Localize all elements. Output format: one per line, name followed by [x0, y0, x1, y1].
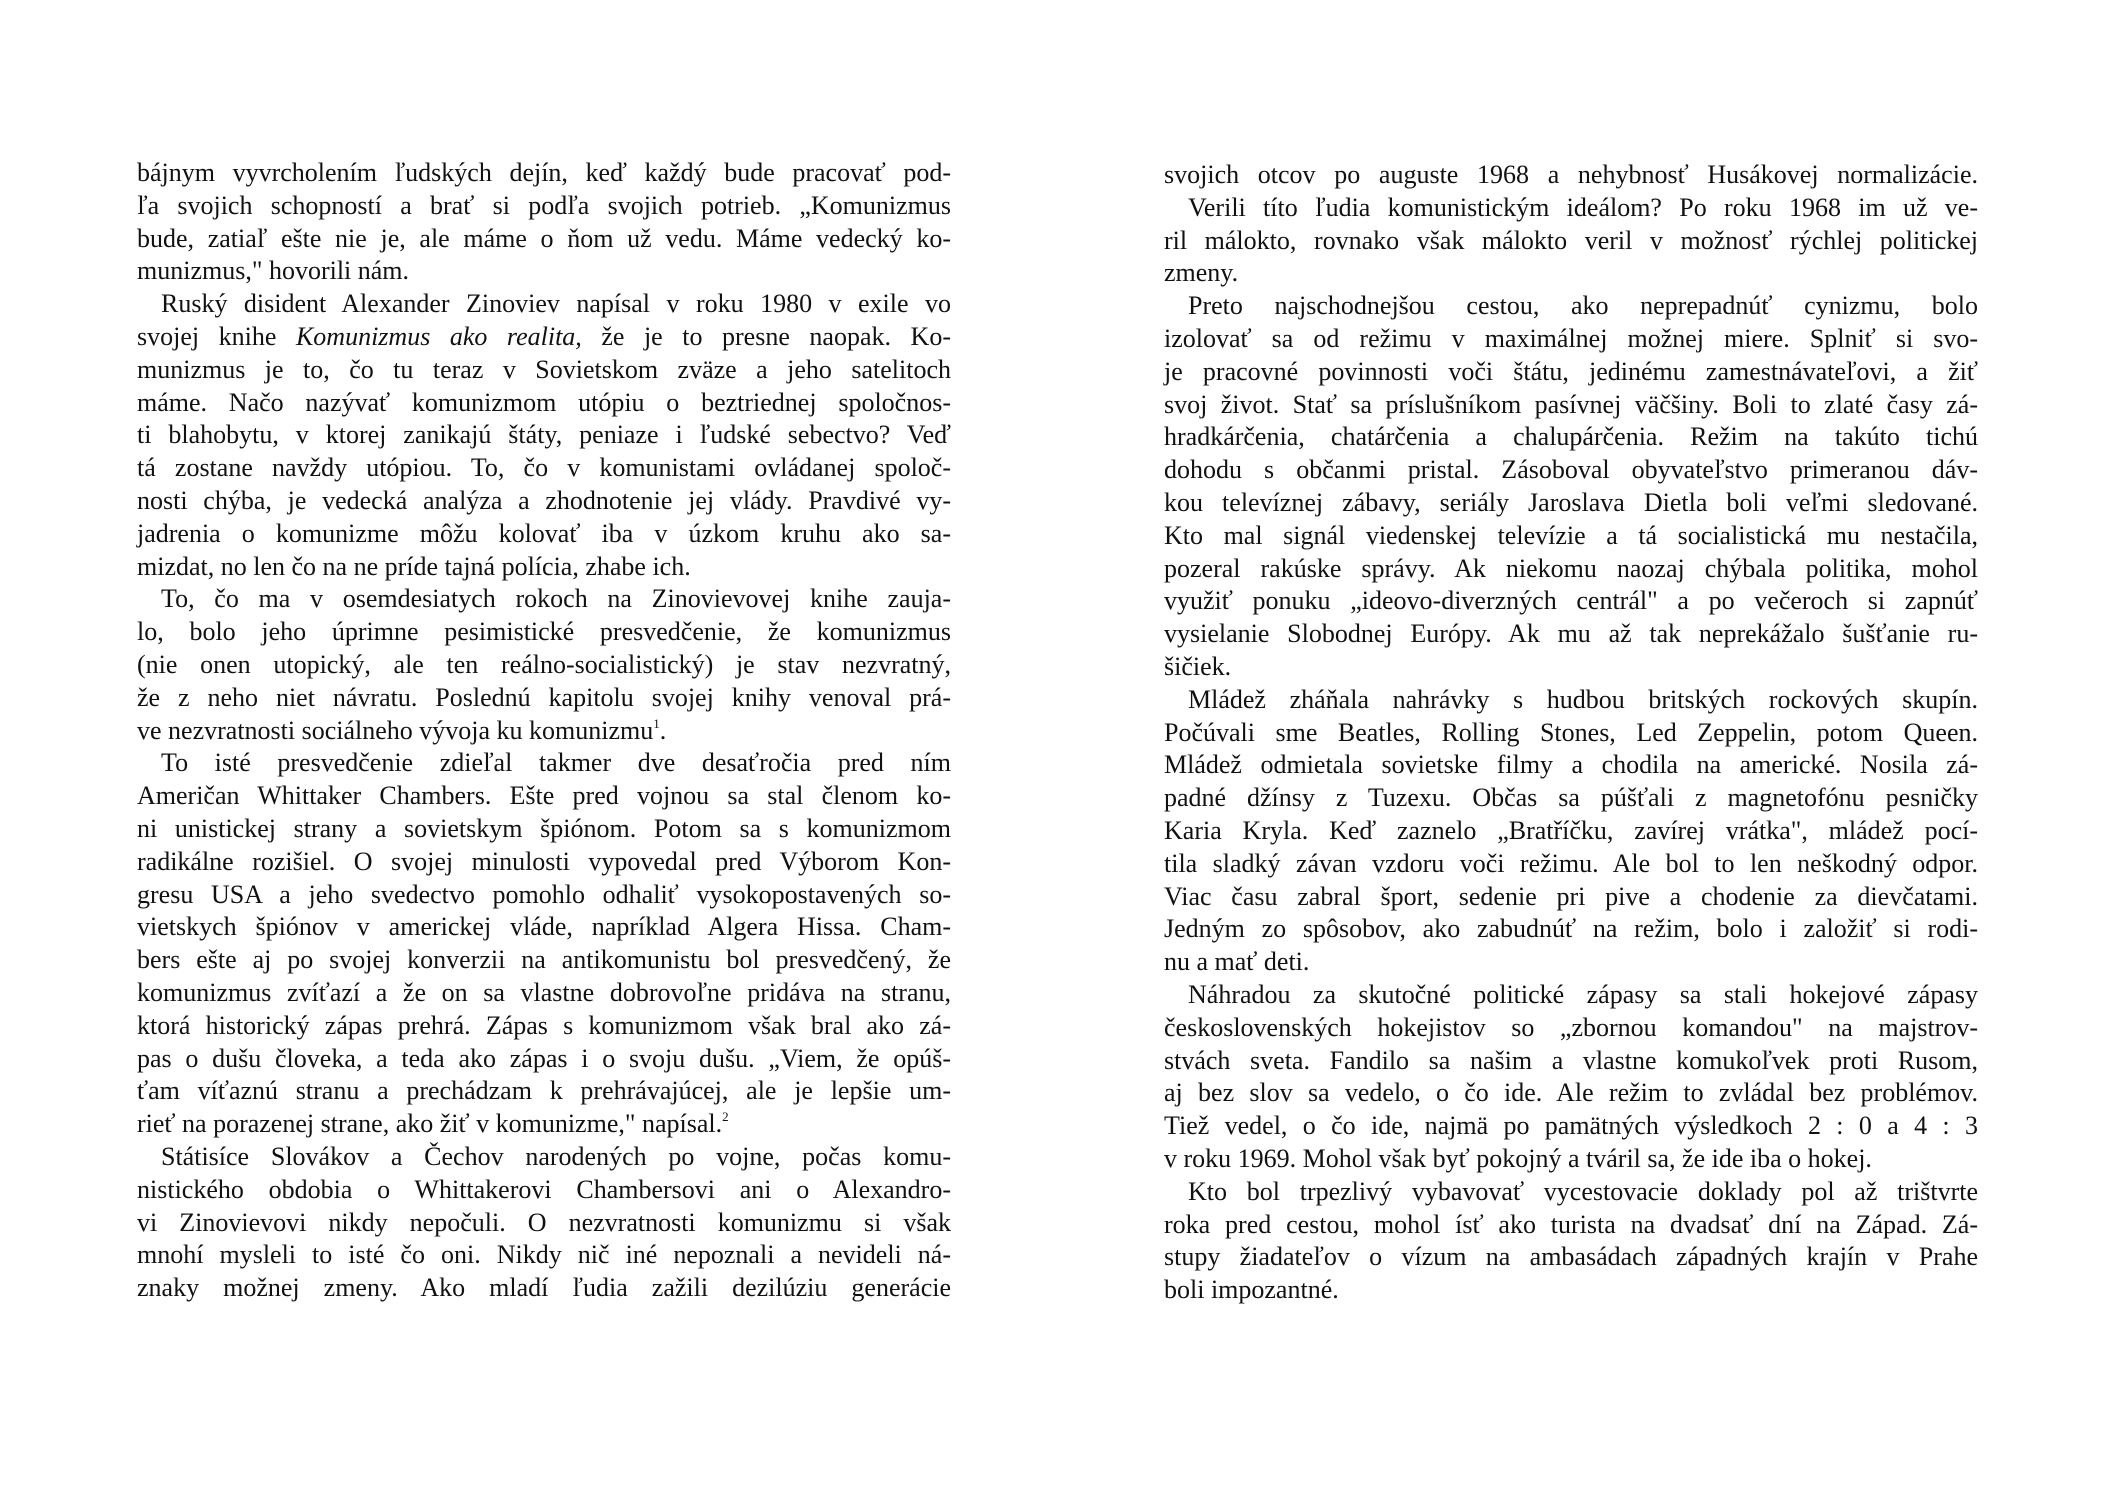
text-line: [1164, 585, 1978, 618]
line-content: že z neho niet návratu. Poslednú kapitolu svojej knihy venoval prá-: [137, 682, 951, 712]
text-line: [1164, 881, 1978, 914]
line-content: vi Zinovievovi nikdy nepočuli. O nezvratnosti komunizmu si však: [137, 1207, 951, 1237]
text-line: [1164, 487, 1978, 520]
text-line: [137, 813, 951, 846]
text-line: [1164, 815, 1978, 848]
text-line: [137, 911, 951, 944]
footnote-marker[interactable]: 1: [653, 715, 660, 731]
line-content: bájnym vyvrcholením ľudských dejín, keď každý bude pracovať pod-: [137, 158, 951, 187]
text-line: [137, 452, 951, 485]
line-content: gresu USA a jeho svedectvo pomohlo odhaliť vysokopostavených so-: [137, 879, 951, 909]
line-content: padné džínsy z Tuzexu. Občas sa púšťali z magnetofónu pesničky: [1164, 783, 1978, 813]
text-line: [1164, 1274, 1978, 1307]
text-segment: ve nezvratnosti sociálneho vývoja ku komunizmu: [137, 715, 654, 745]
line-content: nu a mať deti.: [1164, 947, 1310, 977]
text-line: [1164, 389, 1978, 422]
text-line: [1164, 717, 1978, 750]
text-line: [1164, 520, 1978, 553]
line-content: ti blahobytu, v ktorej zanikajú štáty, peniaze i ľudské sebectvo? Veď: [137, 420, 951, 450]
line-content: radikálne rozišiel. O svojej minulosti vypovedal pred Výborom Kon-: [137, 846, 951, 876]
line-content: stvách sveta. Fandilo sa našim a vlastne komukoľvek proti Rusom,: [1164, 1045, 1978, 1075]
line-content: ľa svojich schopností a brať si podľa svojich potrieb. „Komunizmus: [137, 190, 951, 220]
line-content: Verili títo ľudia komunistickým ideálom? Po roku 1968 im už ve-: [1188, 192, 1978, 222]
text-line: [137, 354, 951, 387]
line-content: stupy žiadateľov o vízum na ambasádach západných krajín v Prahe: [1164, 1242, 1978, 1272]
paragraph-first-line: [1164, 192, 1978, 225]
text-line: [137, 780, 951, 813]
text-segment: že je to presne naopak. Ko-: [581, 321, 951, 351]
paragraph-first-line: [137, 1141, 951, 1174]
line-content: boli impozantné.: [1164, 1275, 1339, 1305]
line-content: Kto mal signál viedenskej televízie a tá socialistická mu nestačila,: [1164, 520, 1978, 550]
line-content: tá zostane navždy utópiou. To, čo v komunistami ovládanej spoloč-: [137, 453, 951, 483]
line-content: munizmus," hovorili nám.: [137, 256, 410, 286]
right-page-text: [1164, 159, 1978, 1307]
line-content: To, čo ma v osemdesiatych rokoch na Zinovievovej knihe zauja-: [161, 584, 951, 614]
line-content: ťam víťaznú stranu a prechádzam k prehrávajúcej, ale je lepšie um-: [137, 1076, 951, 1106]
line-content: bers ešte aj po svojej konverzii na antikomunistu bol presvedčený, že: [137, 945, 951, 975]
line-content: Mládež odmietala sovietske filmy a chodila na americké. Nosila zá-: [1164, 750, 1978, 780]
text-line: [1164, 356, 1978, 389]
text-line: [1164, 651, 1978, 684]
line-content: je pracovné povinnosti voči štátu, jedinému zamestnávateľovi, a žiť: [1164, 356, 1978, 386]
line-content: mizdat, no len čo na ne príde tajná polícia, zhabe ich.: [137, 551, 691, 581]
line-content: munizmus je to, čo tu teraz v Sovietskom zväze a jeho satelitoch: [137, 354, 951, 384]
line-content: Jedným zo spôsobov, ako zabudnúť na režim, bolo i založiť si rodi-: [1164, 914, 1978, 944]
text-line: [1164, 848, 1978, 881]
text-segment: rieť na porazenej strane, ako žiť v komunizme," napísal.: [137, 1109, 723, 1139]
line-content: Mládež zháňala nahrávky s hudbou britských rockových skupín.: [1188, 684, 1978, 714]
text-line: [137, 518, 951, 551]
paragraph-first-line: [1164, 1176, 1978, 1209]
line-content: lo, bolo jeho úprimne pesimistické presvedčenie, že komunizmus: [137, 617, 951, 647]
line-content: pas o dušu človeka, a teda ako zápas i o svoju dušu. „Viem, že opúš-: [137, 1043, 951, 1073]
text-line: [137, 190, 951, 223]
text-line: [1164, 913, 1978, 946]
left-page-text: [137, 157, 951, 1305]
line-content: ni unistickej strany a sovietskym špiónom. Potom sa s komunizmom: [137, 813, 951, 843]
line-content: Ruský disident Alexander Zinoviev napísal v roku 1980 v exile vo: [161, 289, 951, 319]
text-line: [1164, 749, 1978, 782]
text-line: [137, 1174, 951, 1207]
text-line: [1164, 257, 1978, 290]
line-content: Viac času zabral šport, sedenie pri pive a chodenie za dievčatami.: [1164, 881, 1978, 911]
line-content: ktorá historický zápas prehrá. Zápas s komunizmom však bral ako zá-: [137, 1010, 951, 1040]
text-line: [1164, 1077, 1978, 1110]
text-line: [137, 1108, 951, 1141]
text-line: [137, 1272, 951, 1305]
line-content: máme. Načo nazývať komunizmom utópiu o beztriednej spoločnos-: [137, 387, 951, 417]
line-content: pozeral rakúske správy. Ak niekomu naozaj chýbala politika, mohol: [1164, 553, 1978, 583]
line-content: Američan Whittaker Chambers. Ešte pred vojnou sa stal členom ko-: [137, 781, 951, 811]
text-line: [137, 387, 951, 420]
line-content: To isté presvedčenie zdieľal takmer dve desaťročia pred ním: [161, 748, 951, 778]
text-line: [137, 1075, 951, 1108]
line-content: Kto bol trpezlivý vybavovať vycestovacie doklady pol až trištvrte: [1188, 1176, 1978, 1206]
line-content: Karia Kryla. Keď zaznelo „Bratříčku, zavírej vrátka", mládež pocí-: [1164, 815, 1978, 845]
text-line: [137, 1239, 951, 1272]
line-content: Počúvali sme Beatles, Rolling Stones, Led Zeppelin, potom Queen.: [1164, 717, 1978, 747]
line-content: vietskych špiónov v americkej vláde, napríklad Algera Hissa. Cham-: [137, 912, 951, 942]
text-line: [137, 157, 951, 190]
line-content: šičiek.: [1164, 651, 1232, 681]
line-content: roka pred cestou, mohol ísť ako turista na dvadsať dní na Západ. Zá-: [1164, 1209, 1978, 1239]
paragraph-first-line: [137, 747, 951, 780]
text-line: [1164, 1012, 1978, 1045]
paragraph-first-line: [1164, 979, 1978, 1012]
text-line: [137, 649, 951, 682]
text-line: [137, 255, 951, 288]
line-content: svojich otcov po auguste 1968 a nehybnosť Husákovej normalizácie.: [1164, 160, 1978, 189]
text-segment: svojej knihe: [137, 321, 296, 351]
text-line: [1164, 454, 1978, 487]
line-content: [137, 321, 951, 354]
text-line: [137, 977, 951, 1010]
line-content: bude, zatiaľ ešte nie je, ale máme o ňom už vedu. Máme vedecký ko-: [137, 223, 951, 253]
line-content: izolovať sa od režimu v maximálnej možnej miere. Splniť si svo-: [1164, 323, 1978, 353]
line-content: československých hokejistov so „zbornou komandou" na majstrov-: [1164, 1012, 1978, 1042]
text-line: [137, 944, 951, 977]
text-line: [1164, 782, 1978, 815]
line-content: dohodu s občanmi pristal. Zásoboval obyvateľstvo primeranou dáv-: [1164, 455, 1978, 485]
italic-book-title: Komunizmus ako realita,: [295, 321, 582, 351]
line-content: v roku 1969. Mohol však byť pokojný a tváril sa, že ide iba o hokej.: [1164, 1143, 1872, 1173]
footnote-marker[interactable]: 2: [722, 1109, 729, 1125]
line-content: ril málokto, rovnako však málokto veril v možnosť rýchlej politickej: [1164, 225, 1978, 255]
line-content: znaky možnej zmeny. Ako mladí ľudia zažili dezilúziu generácie: [137, 1273, 951, 1303]
line-content: Státisíce Slovákov a Čechov narodených po vojne, počas komu-: [161, 1141, 951, 1171]
line-content: hradkárčenia, chatárčenia a chalupárčenia. Režim na takúto tichú: [1164, 422, 1978, 452]
text-line: [1164, 225, 1978, 258]
line-content: Náhradou za skutočné politické zápasy sa stali hokejové zápasy: [1188, 979, 1978, 1009]
text-line: [137, 485, 951, 518]
line-content: svoj život. Stať sa príslušníkom pasívnej väčšiny. Boli to zlaté časy zá-: [1164, 389, 1978, 419]
line-content: zmeny.: [1164, 258, 1239, 288]
line-content: vysielanie Slobodnej Európy. Ak mu až tak neprekážalo šušťanie ru-: [1164, 619, 1978, 649]
paragraph-first-line: [1164, 684, 1978, 717]
line-content: [137, 715, 666, 748]
text-line: [1164, 553, 1978, 586]
text-line: [137, 551, 951, 584]
text-line: [137, 321, 951, 354]
text-line: [1164, 323, 1978, 356]
line-content: jadrenia o komunizme môžu kolovať iba v úzkom kruhu ako sa-: [137, 518, 951, 548]
line-content: využiť ponuku „ideovo-diverzných centrál" a po večeroch si zapnúť: [1164, 586, 1978, 616]
line-content: (nie onen utopický, ale ten reálno-socialistický) je stav nezvratný,: [137, 649, 951, 679]
text-line: [137, 223, 951, 256]
text-line: [1164, 1209, 1978, 1242]
line-content: nosti chýba, je vedecká analýza a zhodnotenie jej vlády. Pravdivé vy-: [137, 485, 951, 515]
text-line: [137, 616, 951, 649]
text-line: [1164, 618, 1978, 651]
text-line: [137, 1043, 951, 1076]
text-segment: .: [659, 715, 667, 745]
line-content: kou televíznej zábavy, seriály Jaroslava Dietla boli veľmi sledované.: [1164, 487, 1978, 517]
line-content: [137, 1108, 729, 1141]
paragraph-first-line: [137, 583, 951, 616]
paragraph-first-line: [1164, 290, 1978, 323]
line-content: Tiež vedel, o čo ide, najmä po pamätných výsledkoch 2 : 0 a 4 : 3: [1164, 1111, 1978, 1141]
line-content: mnohí mysleli to isté čo oni. Nikdy nič iné nepoznali a nevideli ná-: [137, 1240, 951, 1270]
text-line: [137, 1010, 951, 1043]
text-line: [1164, 1143, 1978, 1176]
line-content: komunizmus zvíťazí a že on sa vlastne dobrovoľne pridáva na stranu,: [137, 977, 951, 1007]
text-line: [137, 1207, 951, 1240]
line-content: nistického obdobia o Whittakerovi Chambersovi ani o Alexandro-: [137, 1174, 951, 1204]
text-line: [1164, 1045, 1978, 1078]
line-content: aj bez slov sa vedelo, o čo ide. Ale režim to zvládal bez problémov.: [1164, 1078, 1978, 1108]
line-content: Preto najschodnejšou cestou, ako neprepadnúť cynizmu, bolo: [1188, 291, 1978, 321]
text-line: [137, 879, 951, 912]
text-line: [137, 682, 951, 715]
paragraph-first-line: [137, 288, 951, 321]
text-line: [1164, 1241, 1978, 1274]
text-line: [1164, 946, 1978, 979]
text-line: [1164, 421, 1978, 454]
text-line: [1164, 1110, 1978, 1143]
line-content: tila sladký závan vzdoru voči režimu. Ale bol to len neškodný odpor.: [1164, 848, 1978, 878]
text-line: [137, 419, 951, 452]
text-line: [137, 846, 951, 879]
text-line: [1164, 159, 1978, 192]
text-line: [137, 715, 951, 748]
